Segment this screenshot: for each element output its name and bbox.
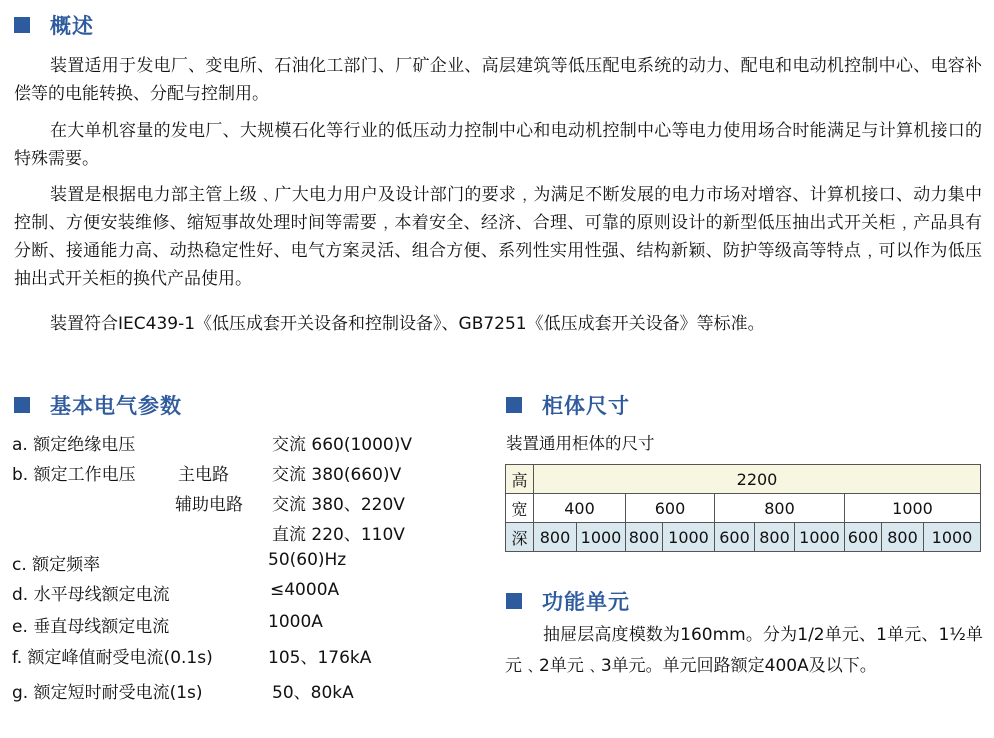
height-label-cell: 高 [506,465,534,494]
param-b-aux-dc: 直流 220、110V [272,525,405,545]
functional-heading [506,586,630,616]
param-b-aux: 辅助电路 [175,495,243,515]
depth-cell: 800 [755,523,795,552]
overview-paragraph-2: 在大单机容量的发电厂、大规模石化等行业的低压动力控制中心和电动机控制中心等电力使用场合时能满足与计算机接口的特殊需要。 [14,121,982,169]
depth-cell: 1000 [795,523,845,552]
square-bullet-icon [506,397,522,413]
param-b-label: b. 额定工作电压 [12,465,136,485]
overview-heading [14,10,94,40]
depth-cell: 1000 [924,523,981,552]
params-title: 基本电气参数 [50,394,182,418]
depth-cell: 1000 [663,523,715,552]
square-bullet-icon [14,397,30,413]
param-b-aux-ac: 交流 380、220V [272,495,405,515]
param-c-label: c. 额定频率 [12,555,101,575]
depth-cell: 600 [715,523,755,552]
table-row-depth [506,523,981,552]
width-cell: 800 [715,494,845,523]
depth-cell: 600 [845,523,882,552]
param-e-label: e. 垂直母线额定电流 [12,617,170,637]
width-label-cell: 宽 [506,494,534,523]
overview-paragraph-4: 装置符合IEC439-1《低压成套开关设备和控制设备》、GB7251《低压成套开关设备》等标准。 [50,314,765,334]
cabinet-title: 柜体尺寸 [542,394,630,418]
depth-cell: 800 [626,523,663,552]
cabinet-subtitle: 装置通用柜体的尺寸 [506,434,655,453]
param-f-label: f. 额定峰值耐受电流(0.1s) [12,648,213,668]
functional-title: 功能单元 [542,590,630,614]
cabinet-dimensions-table [505,464,981,552]
param-g-value: 50、80kA [272,683,354,703]
param-a-value: 交流 660(1000)V [272,435,413,455]
table-row-height [506,465,981,494]
param-b-main-value: 交流 380(660)V [272,465,402,485]
table-row-width [506,494,981,523]
param-b-main: 主电路 [178,465,229,485]
depth-cell: 800 [882,523,924,552]
param-c-value: 50(60)Hz [268,550,347,570]
depth-label-cell: 深 [506,523,534,552]
param-d-label: d. 水平母线额定电流 [12,585,170,605]
width-cell: 600 [626,494,715,523]
param-a-label: a. 额定绝缘电压 [12,435,136,455]
depth-cell: 1000 [577,523,626,552]
param-e-value: 1000A [268,612,323,632]
overview-paragraph-3: 装置是根据电力部主管上级﹑广大电力用户及设计部门的要求﹐为满足不断发展的电力市场对增容、计算机接口、动力集中控制、方便安装维修、缩短事故处理时间等需要﹐本着安全、经济、合理、可靠的原则设计的新型低压抽出式开关柜﹐产品具有分断、接通能力高、动热稳定性好、电气方案灵活、组合方便、系列性实用性强、结构新颖、防护等级高等特点﹐可以作为低压抽出式开关柜的换代产品使用。 [14,185,982,289]
square-bullet-icon [506,593,522,609]
width-cell: 1000 [845,494,981,523]
overview-title: 概述 [50,14,94,38]
height-value-cell: 2200 [534,465,981,494]
overview-paragraph-1: 装置适用于发电厂、变电所、石油化工部门、厂矿企业、高层建筑等低压配电系统的动力、配电和电动机控制中心、电容补偿等的电能转换、分配与控制用。 [14,56,982,104]
functional-text: 抽屉层高度模数为160mm。分为1/2单元、1单元、1½单元﹑2单元﹑3单元。单元回路额定400A及以下。 [505,625,983,676]
param-f-value: 105、176kA [268,648,372,668]
depth-cell: 800 [534,523,577,552]
cabinet-heading [506,390,630,420]
params-heading [14,390,182,420]
param-g-label: g. 额定短时耐受电流(1s) [12,683,203,703]
param-d-value: ≤4000A [270,580,340,600]
square-bullet-icon [14,17,30,33]
width-cell: 400 [534,494,626,523]
